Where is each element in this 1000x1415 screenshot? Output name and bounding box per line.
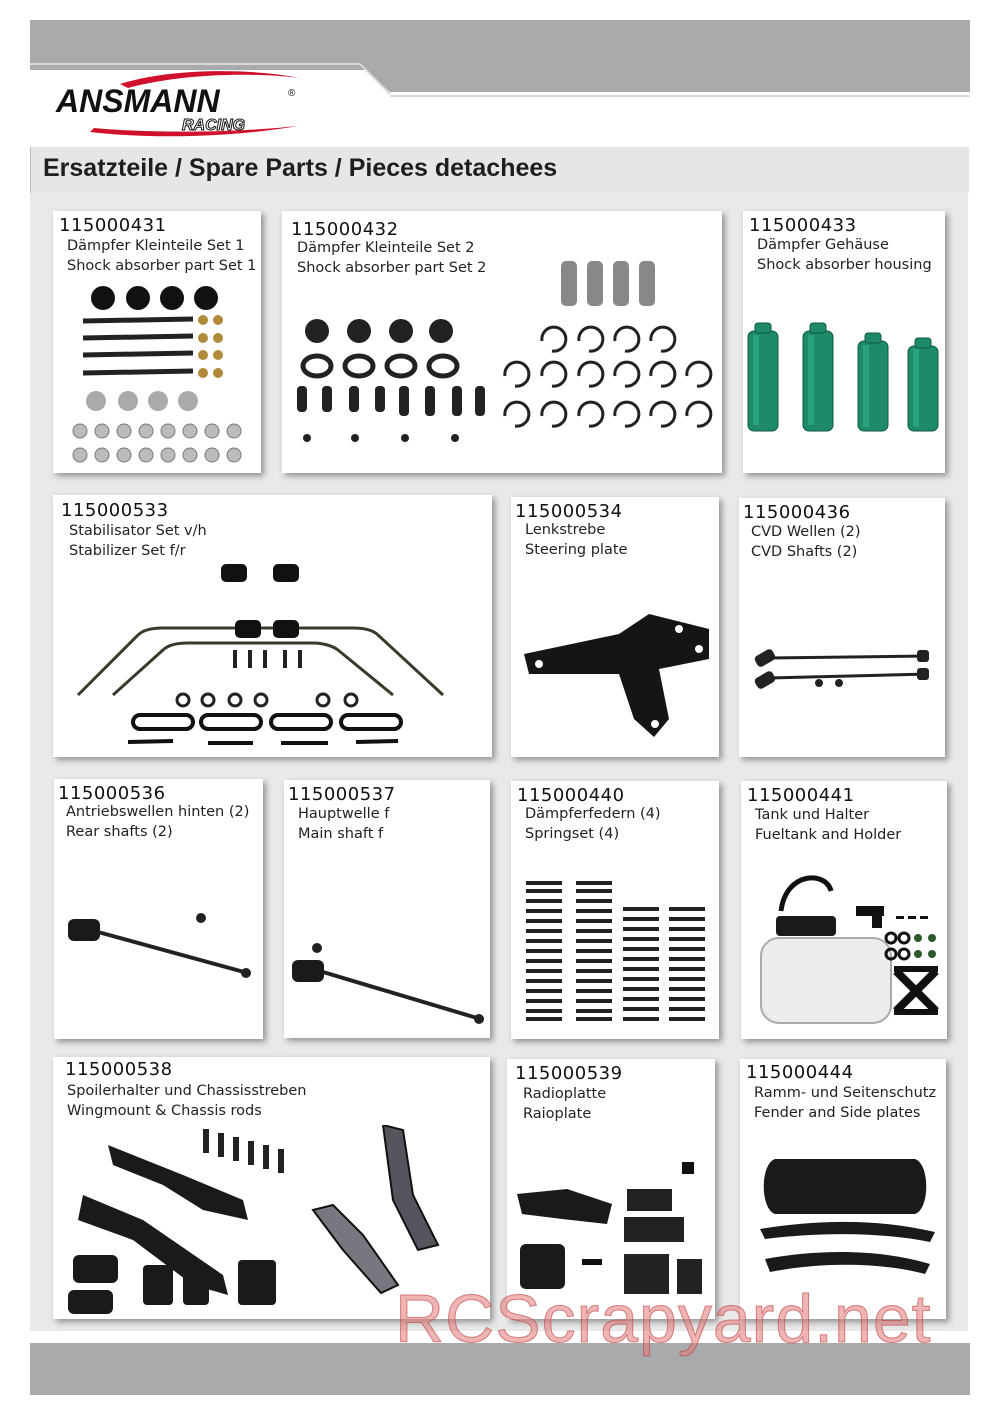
part-card xyxy=(54,779,263,1039)
part-card xyxy=(53,211,261,473)
part-number: 115000436 xyxy=(743,502,851,523)
part-number: 115000440 xyxy=(517,785,625,806)
part-card xyxy=(511,497,719,757)
part-number: 115000433 xyxy=(749,215,857,236)
cvd-shaft-icon xyxy=(749,638,939,708)
svg-text:RACING: RACING xyxy=(182,117,246,134)
part-card xyxy=(511,781,719,1039)
fuel-tank-icon xyxy=(746,866,946,1036)
part-card xyxy=(282,211,722,473)
part-name-de: Antriebswellen hinten (2) xyxy=(66,804,250,820)
part-name-en: Wingmount & Chassis rods xyxy=(67,1103,262,1119)
part-number: 115000534 xyxy=(515,501,623,522)
part-name-en: CVD Shafts (2) xyxy=(751,544,858,560)
part-name-de: Dämpfer Gehäuse xyxy=(757,237,889,253)
shock-parts-set2-icon xyxy=(287,256,717,466)
part-name-en: Main shaft f xyxy=(298,826,384,842)
part-name-en: Rear shafts (2) xyxy=(66,824,173,840)
part-name-en: Shock absorber housing xyxy=(757,257,932,273)
part-name-en: Fueltank and Holder xyxy=(755,827,902,843)
brand-logo xyxy=(50,66,310,144)
section-title-bar xyxy=(30,147,969,193)
svg-text:ANSMANN: ANSMANN xyxy=(56,83,220,119)
shock-parts-set1-icon xyxy=(68,283,253,468)
spring-set-icon xyxy=(521,879,711,1029)
part-number: 115000539 xyxy=(515,1063,623,1084)
part-number: 115000441 xyxy=(747,785,855,806)
part-number: 115000444 xyxy=(746,1062,854,1083)
part-name-en: Shock absorber part Set 2 xyxy=(297,260,487,276)
part-name-de: Hauptwelle f xyxy=(298,806,390,822)
part-name-en: Springset (4) xyxy=(525,826,620,842)
part-card xyxy=(53,495,492,757)
part-name-de: Dämpferfedern (4) xyxy=(525,806,661,822)
page-title: Ersatzteile / Spare Parts / Pieces detachees xyxy=(43,154,558,182)
part-number: 115000431 xyxy=(59,215,167,236)
part-name-en: Fender and Side plates xyxy=(754,1105,921,1121)
part-number: 115000538 xyxy=(65,1059,173,1080)
svg-text:®: ® xyxy=(288,88,296,99)
stabilizer-set-icon xyxy=(73,560,473,755)
part-name-de: Radioplatte xyxy=(523,1086,607,1102)
ansmann-logo-icon xyxy=(50,66,310,144)
part-name-de: Dämpfer Kleinteile Set 2 xyxy=(297,240,475,256)
part-name-en: Stabilizer Set f/r xyxy=(69,543,186,559)
part-number: 115000432 xyxy=(291,219,399,240)
fender-side-plates-icon xyxy=(750,1154,940,1294)
steering-plate-icon xyxy=(519,609,714,744)
main-shaft-icon xyxy=(289,940,489,1030)
part-name-en: Raioplate xyxy=(523,1106,592,1122)
part-name-de: CVD Wellen (2) xyxy=(751,524,861,540)
part-number: 115000536 xyxy=(58,783,166,804)
part-card xyxy=(739,498,945,757)
part-number: 115000537 xyxy=(288,784,396,805)
part-card xyxy=(741,781,947,1039)
part-name-en: Steering plate xyxy=(525,542,628,558)
part-name-de: Stabilisator Set v/h xyxy=(69,523,207,539)
part-name-de: Tank und Halter xyxy=(755,807,870,823)
part-name-de: Lenkstrebe xyxy=(525,522,606,538)
watermark: RCScrapyard.net xyxy=(395,1281,932,1357)
part-card xyxy=(284,780,490,1038)
part-name-en: Shock absorber part Set 1 xyxy=(67,258,257,274)
part-name-de: Ramm- und Seitenschutz xyxy=(754,1085,937,1101)
shock-housing-icon xyxy=(743,321,945,441)
part-card xyxy=(743,211,945,473)
part-number: 115000533 xyxy=(61,500,169,521)
part-name-de: Spoilerhalter und Chassisstreben xyxy=(67,1083,307,1099)
part-name-de: Dämpfer Kleinteile Set 1 xyxy=(67,238,245,254)
rear-shaft-icon xyxy=(64,904,259,989)
